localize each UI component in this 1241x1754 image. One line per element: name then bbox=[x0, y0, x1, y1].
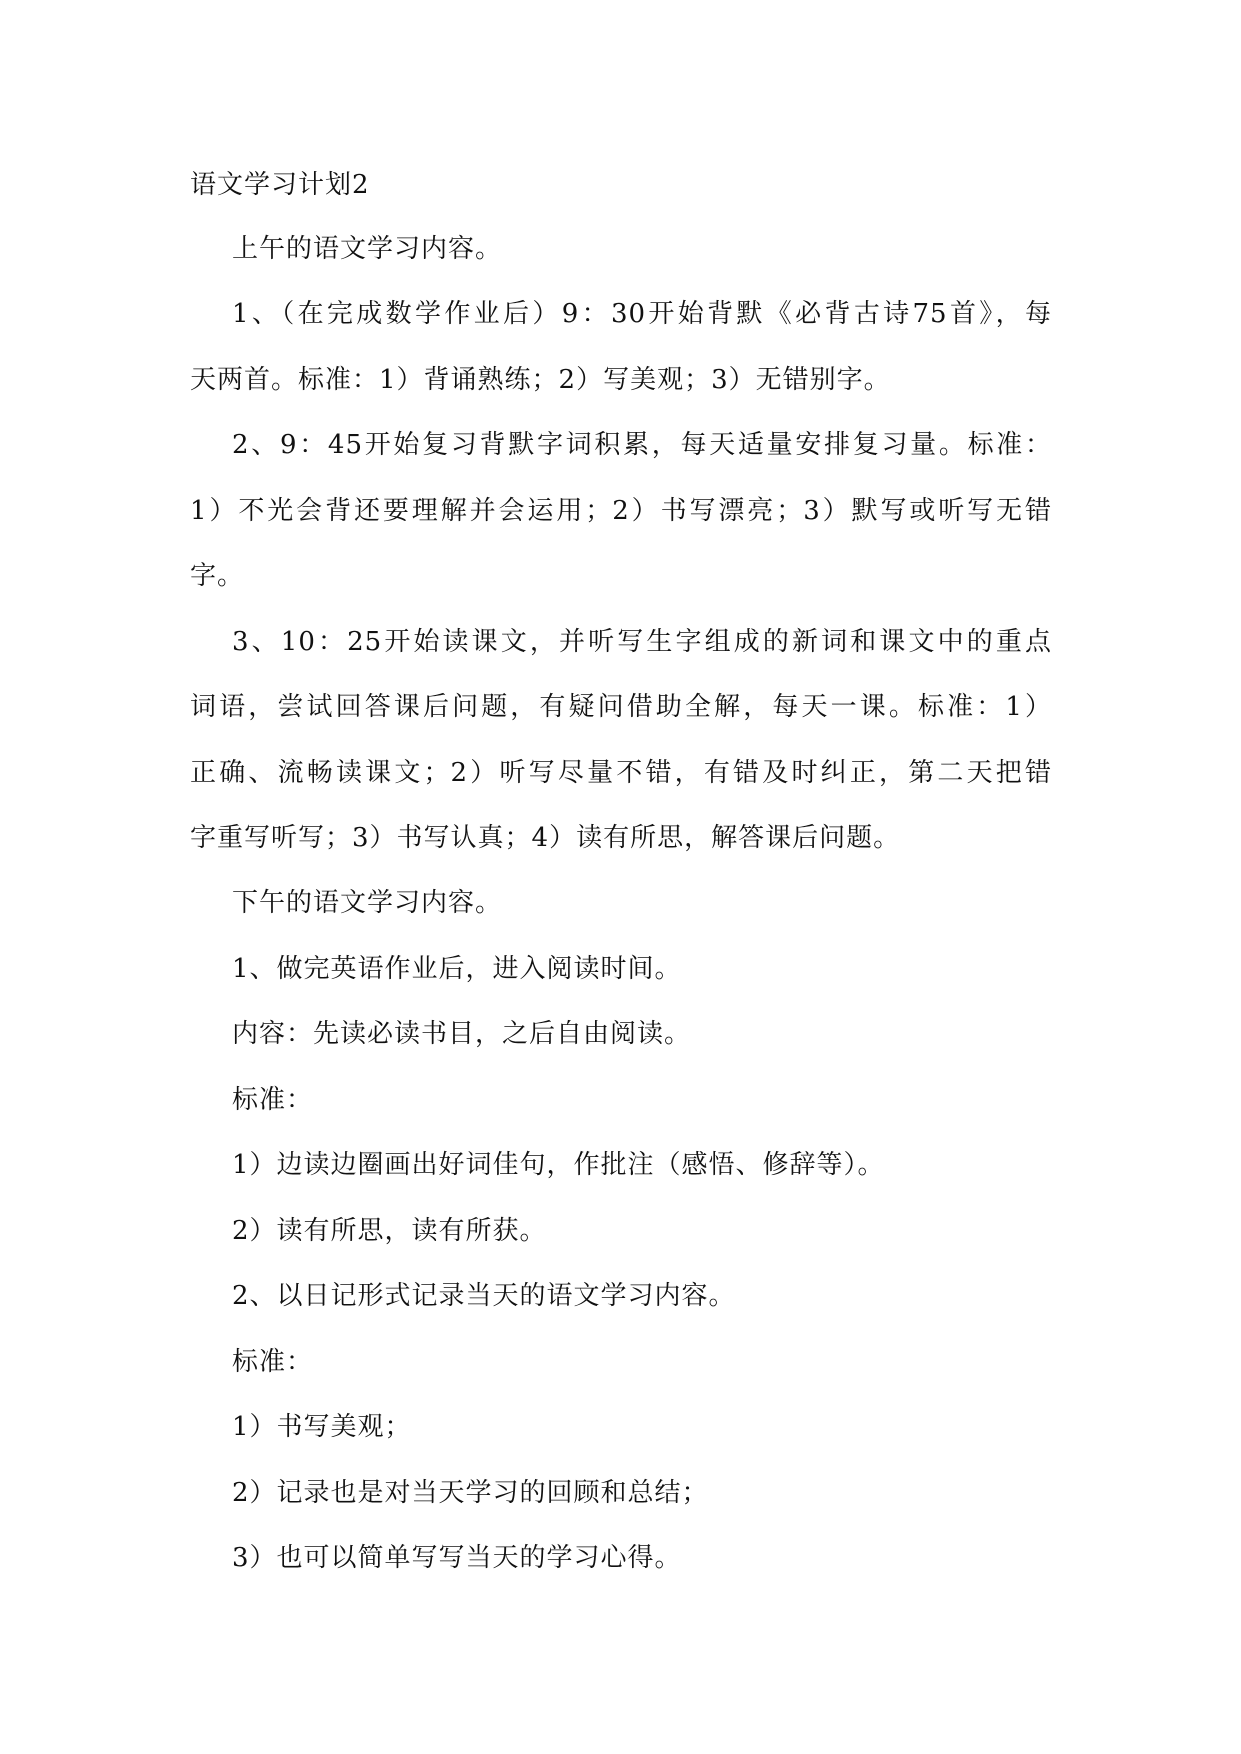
paragraph-line: 1）书写美观； bbox=[232, 1412, 412, 1442]
paragraph-line: 内容：先读必读书目，之后自由阅读。 bbox=[232, 1019, 692, 1049]
paragraph-line: 2、以日记形式记录当天的语文学习内容。 bbox=[232, 1281, 736, 1311]
paragraph-line: 2、9：45开始复习背默字词积累，每天适量安排复习量。标准： bbox=[232, 430, 1052, 460]
paragraph-line: 2）记录也是对当天学习的回顾和总结； bbox=[232, 1478, 709, 1508]
paragraph-line: 下午的语文学习内容。 bbox=[232, 888, 503, 918]
paragraph-line: 天两首。标准：1）背诵熟练；2）写美观；3）无错别字。 bbox=[190, 365, 891, 395]
paragraph-line: 1、（在完成数学作业后）9：30开始背默《必背古诗75首》，每 bbox=[232, 299, 1052, 329]
paragraph-line: 3、10：25开始读课文，并听写生字组成的新词和课文中的重点 bbox=[232, 627, 1052, 657]
paragraph-line: 3）也可以简单写写当天的学习心得。 bbox=[232, 1543, 682, 1573]
paragraph-line: 标准： bbox=[232, 1347, 314, 1377]
paragraph-line: 字重写听写；3）书写认真；4）读有所思，解答课后问题。 bbox=[190, 823, 901, 853]
paragraph-line: 1）不光会背还要理解并会运用；2）书写漂亮；3）默写或听写无错 bbox=[190, 496, 1052, 526]
paragraph-line: 字。 bbox=[190, 561, 245, 591]
paragraph-line: 正确、流畅读课文；2）听写尽量不错，有错及时纠正，第二天把错 bbox=[190, 758, 1052, 788]
paragraph-line: 1、做完英语作业后，进入阅读时间。 bbox=[232, 954, 682, 984]
paragraph-line: 2）读有所思，读有所获。 bbox=[232, 1216, 547, 1246]
paragraph-line: 标准： bbox=[232, 1085, 314, 1115]
paragraph-line: 上午的语文学习内容。 bbox=[232, 234, 503, 264]
paragraph-line: 词语，尝试回答课后问题，有疑问借助全解，每天一课。标准：1） bbox=[190, 692, 1052, 722]
paragraph-line: 1）边读边圈画出好词佳句，作批注（感悟、修辞等）。 bbox=[232, 1150, 885, 1180]
document-title: 语文学习计划2 bbox=[190, 170, 370, 200]
